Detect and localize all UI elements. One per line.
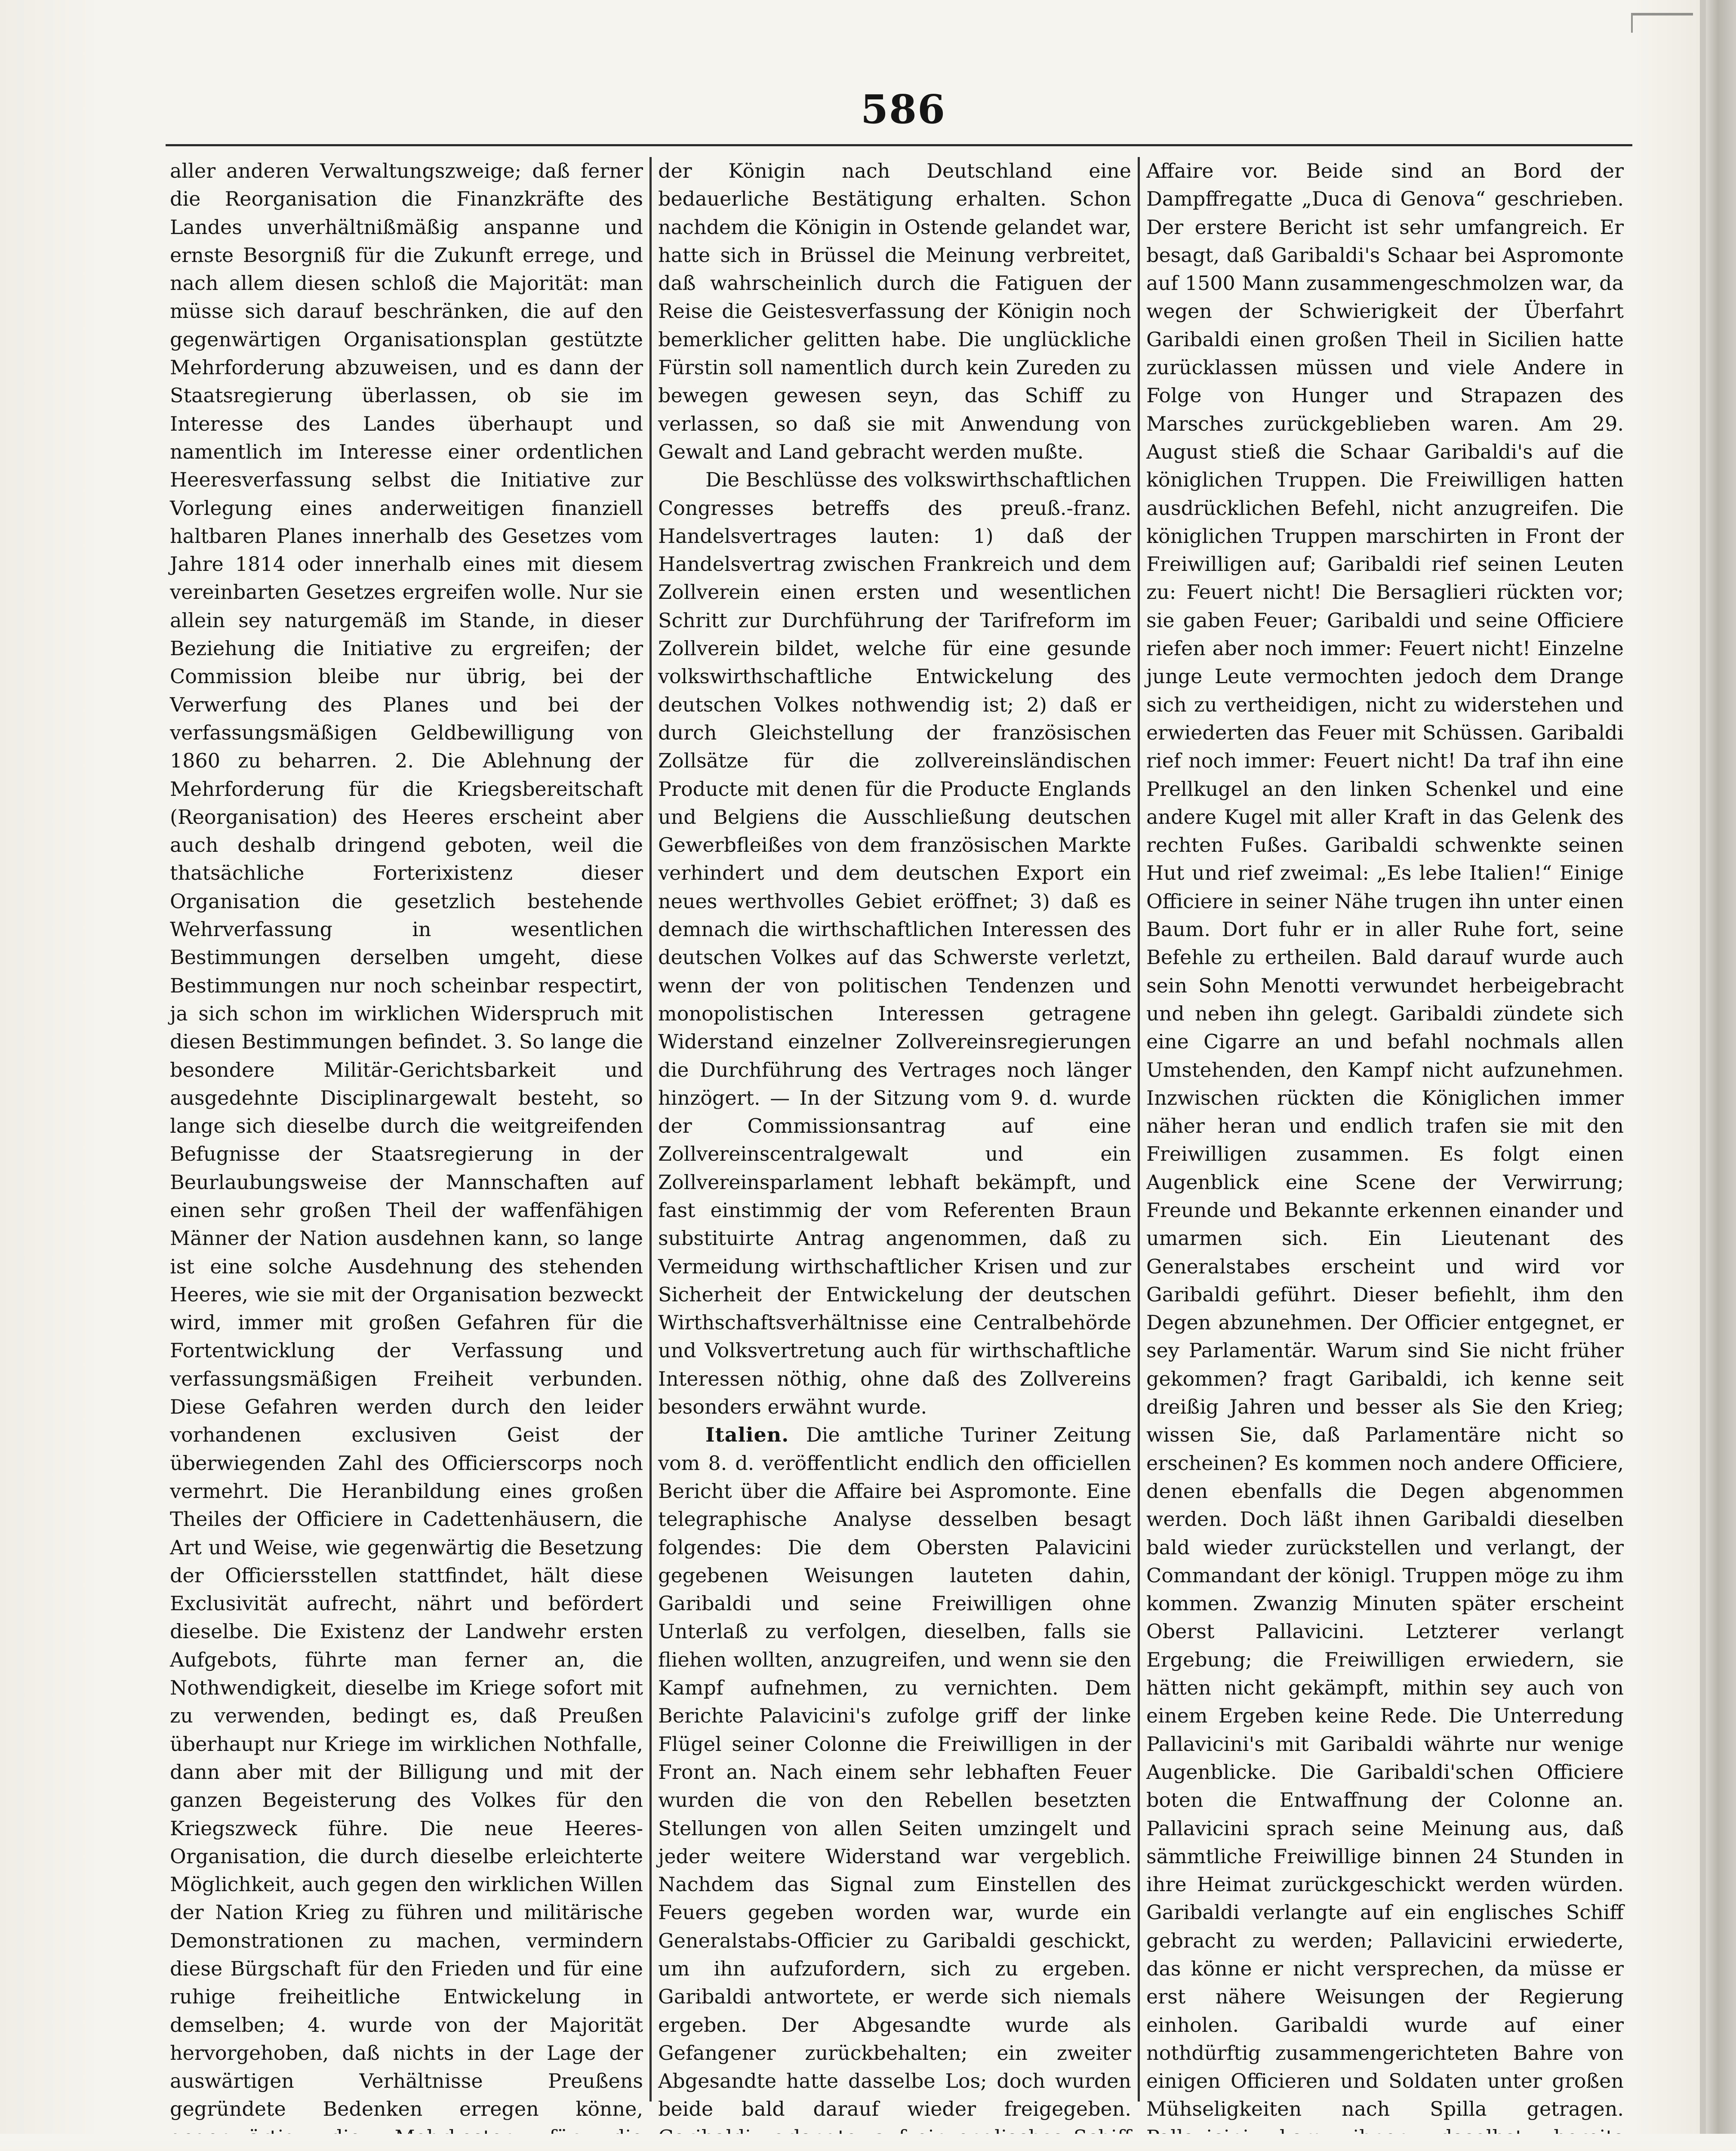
text-column-1 <box>170 157 643 2121</box>
column-divider <box>1138 157 1140 2102</box>
bottom-margin <box>0 2134 1736 2151</box>
header-rule <box>166 144 1632 146</box>
paragraph: Die Beschlüsse des volkswirthschaftlichen Congresses betreffs des preuß.-franz. Handelsvertrages lauten: 1) daß der Handelsvertrag zwischen Frankreich und dem Zollverein einen ersten und wesentlichen Schritt zur Durchführung der Tarifreform im Zollverein bildet, welche für eine gesunde volkswirthschaftliche Entwickelung des deutschen Volkes nothwendig ist; 2) daß er durch Gleichstellung der französischen Zollsätze für die zollvereinsländischen Producte mit denen für die Producte Englands und Belgiens die Ausschließung deutschen Gewerbfleißes von dem französischen Markte verhindert und dem deutschen Export ein neues werthvolles Gebiet eröffnet; 3) daß es demnach die wirthschaftlichen Interessen des deutschen Volkes auf das Schwerste verletzt, wenn der von politischen Tendenzen und monopolistischen Interessen getragene Widerstand einzelner Zollvereinsregierungen die Durchführung des Vertrages noch länger hinzögert. — In der Sitzung vom 9. d. wurde der Commissionsantrag auf eine Zollvereinscentralgewalt und ein Zollvereinsparlament lebhaft bekämpft, und fast einstimmig der vom Referenten Braun substituirte Antrag angenommen, daß zu Vermeidung wirthschaftlicher Krisen und zur Sicherheit der Entwickelung der deutschen Wirthschaftsverhältnisse eine Centralbehörde und Volksvertretung auch für wirthschaftliche Interessen nöthig, ohne daß des Zollvereins besonders erwähnt wurde. <box>658 468 1131 1419</box>
paragraph: Affaire vor. Beide sind an Bord der Dampffregatte „Duca di Genova“ geschrieben. Der erstere Bericht ist sehr umfangreich. Er besagt, daß Garibaldi's Schaar bei Aspromonte auf 1500 Mann zusammengeschmolzen war, da wegen der Schwierigkeit der Überfahrt Garibaldi einen großen Theil in Sicilien hatte zurücklassen müssen und viele Andere in Folge von Hunger und Strapazen des Marsches zurückgeblieben waren. Am 29. August stieß die Schaar Garibaldi's auf die königlichen Truppen. Die Freiwilligen hatten ausdrücklichen Befehl, nicht anzugreifen. Die königlichen Truppen marschirten in Front der Freiwilligen auf; Garibaldi rief seinen Leuten zu: Feuert nicht! Die Bersaglieri rückten vor; sie gaben Feuer; Garibaldi und seine Officiere riefen aber noch immer: Feuert nicht! Einzelne junge Leute vermochten jedoch dem Drange sich zu vertheidigen, nicht zu widerstehen und erwiederten das Feuer mit Schüssen. Garibaldi rief noch immer: Feuert nicht! Da traf ihn eine Prellkugel an den linken Schenkel und eine andere Kugel mit aller Kraft in das Gelenk des rechten Fußes. Garibaldi schwenkte seinen Hut und rief zweimal: „Es lebe Italien!“ Einige Officiere in seiner Nähe trugen ihn unter einen Baum. Dort fuhr er in aller Ruhe fort, seine Befehle zu ertheilen. Bald darauf wurde auch sein Sohn Menotti verwundet herbeigebracht und neben ihn gelegt. Garibaldi zündete sich eine Cigarre an und befahl nochmals allen Umstehenden, den Kampf nicht aufzunehmen. Inzwischen rückten die Königlichen immer näher heran und endlich trafen sie mit den Freiwilligen zusammen. Es folgt einen Augenblick eine Scene der Verwirrung; Freunde und Bekannte erkennen einander und umarmen sich. Ein Lieutenant des Generalstabes erscheint und wird vor Garibaldi geführt. Dieser befiehlt, ihm den Degen abzunehmen. Der Officier entgegnet, er sey Parlamentär. Warum sind Sie nicht früher gekommen? fragt Garibaldi, ich kenne seit dreißig Jahren und besser als Sie den Krieg; wissen Sie, daß Parlamentäre nicht so erscheinen? Es kommen noch andere Officiere, denen ebenfalls die Degen abgenommen werden. Doch läßt ihnen Garibaldi dieselben bald wieder zurückstellen und verlangt, der Commandant der königl. Truppen möge zu ihm kommen. Zwanzig Minuten später erscheint Oberst Pallavicini. Letzterer verlangt Ergebung; die Freiwilligen erwiedern, sie hätten nicht gekämpft, mithin sey auch von einem Ergeben keine Rede. Die Unterredung Pallavicini's mit Garibaldi währte nur wenige Augenblicke. Die Garibaldi'schen Officiere boten die Entwaffnung der Colonne an. Pallavicini sprach seine Meinung aus, daß sämmtliche Freiwillige binnen 24 Stunden in ihre Heimat zurückgeschickt werden würden. Garibaldi verlangte auf ein englisches Schiff gebracht zu werden; Pallavicini erwiederte, das könne er nicht versprechen, da müsse er erst nähere Weisungen der Regierung einholen. Garibaldi wurde auf einer nothdürftig zusammengerichteten Bahre von einigen Officieren und Soldaten unter großen Mühseligkeiten nach Spilla getragen. <box>1146 159 1624 2121</box>
paragraph: der Königin nach Deutschland eine bedauerliche Bestätigung erhalten. Schon nachdem die Königin in Ostende gelandet war, hatte sich in Brüssel die Meinung verbreitet, daß wahrscheinlich durch die Fatiguen der Reise die Geistesverfassung der Königin noch bemerklicher gelitten habe. Die unglückliche Fürstin soll namentlich durch kein Zureden zu bewegen gewesen seyn, das Schiff zu verlassen, so daß sie mit Anwendung von Gewalt and Land gebracht werden mußte. <box>658 159 1131 463</box>
text-column-3 <box>1146 157 1624 2121</box>
paragraph <box>658 1421 1131 2151</box>
text-column-2 <box>658 157 1131 2121</box>
binding-edge <box>1706 0 1736 2151</box>
page-fold-shadow <box>1700 0 1706 2151</box>
paragraph: aller anderen Verwaltungszweige; daß ferner die Reorganisation die Finanzkräfte des Landes unverhältnißmäßig anspanne und ernste Besorgniß für die Zukunft errege, und nach allem diesen schloß die Majorität: man müsse sich darauf beschränken, die auf den gegenwärtigen Organisationsplan gestützte Mehrforderung abzuweisen, und es dann der Staatsregierung überlassen, ob sie im Interesse des Landes überhaupt und namentlich im Interesse einer ordentlichen Heeresverfassung selbst die Initiative zur Vorlegung eines anderweitigen finanziell haltbaren Planes innerhalb des Gesetzes vom Jahre 1814 oder innerhalb eines mit diesem vereinbarten Gesetzes ergreifen wolle. Nur sie allein sey naturgemäß im Stande, in dieser Beziehung die Initiative zu ergreifen; der Commission bleibe nur übrig, bei der Verwerfung des Planes und bei der verfassungsmäßigen Geldbewilligung von 1860 zu beharren. 2. Die Ablehnung der Mehrforderung für die Kriegsbereitschaft (Reorganisation) des Heeres erscheint aber auch deshalb dringend geboten, weil die thatsächliche Forterixistenz dieser Organisation die gesetzlich bestehende Wehrverfassung in wesentlichen Bestimmungen derselben umgeht, diese Bestimmungen nur noch scheinbar respectirt, ja sich schon im wirklichen Widerspruch mit diesen Bestimmungen befindet. 3. So lange die besondere Militär-Gerichtsbarkeit und ausgedehnte Disciplinargewalt besteht, so lange sich dieselbe durch die weitgreifenden Befugnisse der Staatsregierung in der Beurlaubungsweise der Mannschaften auf einen sehr großen Theil der waffenfähigen Männer der Nation ausdehnen kann, so lange ist eine solche Ausdehnung des stehenden Heeres, wie sie mit der Organisation bezweckt wird, immer mit großen Gefahren für die Fortentwicklung der Verfassung und verfassungsmäßigen Freiheit verbunden. Diese Gefahren werden durch den leider vorhandenen exclusiven Geist der überwiegenden Zahl des Officierscorps noch vermehrt. Die Heranbildung eines großen Theiles der Officiere in Cadettenhäusern, die Art und Weise, wie gegenwärtig die Besetzung der Officiersstellen stattfindet, hält diese Exclusivität aufrecht, nährt und befördert dieselbe. Die Existenz der Landwehr ersten Aufgebots, führte man ferner an, die Nothwendigkeit, dieselbe im Kriege sofort mit zu verwenden, bedingt es, daß Preußen überhaupt nur Kriege im wirklichen Nothfalle, dann aber mit der Billigung und mit der ganzen Begeisterung des Volkes für den Kriegszweck führe. Die neue Heeres-Organisation, die durch dieselbe erleichterte Möglichkeit, auch gegen den wirklichen Willen der Nation Krieg zu führen und militärische Demonstrationen zu machen, vermindern diese Bürgschaft für den Frieden und für eine ruhige freiheitliche Entwickelung in demselben; 4. wurde von der Majorität hervorgehoben, daß nichts in der Lage der auswärtigen Verhältnisse Preußens gegründete Bedenken erregen könne, <box>170 159 643 2121</box>
paragraph-body: Die amtliche Turiner Zeitung vom 8. d. veröffentlicht endlich den officiellen Bericht über die Affaire bei Aspromonte. Eine telegraphische Analyse desselben besagt folgendes: Die dem Obersten Palavicini gegebenen Weisungen lauteten dahin, Garibaldi und seine Freiwilligen ohne Unterlaß zu verfolgen, dieselben, falls sie fliehen wollten, anzugreifen, und wenn sie den Kampf aufnehmen, zu vernichten. Dem Berichte Palavicini's zufolge griff der linke Flügel seiner Colonne die Freiwilligen in der Front an. Nach einem sehr lebhaften Feuer wurden die von den Rebellen besetzten Stellungen von allen Seiten umzingelt und jeder weitere Widerstand war vergeblich. Nachdem das Signal zum Einstellen des Feuers gegeben worden war, wurde ein Generalstabs-Officier zu Garibaldi geschickt, um ihn aufzufordern, sich zu ergeben. Garibaldi antwortete, er werde sich niemals ergeben. Der Abgesandte wurde als Gefangener zurückbehalten; ein zweiter Abgesandte hatte dasselbe Los; doch wurden beide bald darauf wieder freigegeben. <box>658 1423 1131 2121</box>
section-lead: Italien. <box>705 1423 789 1447</box>
corner-mark <box>1631 13 1693 33</box>
column-divider <box>649 157 652 2102</box>
page-number: 586 <box>860 86 946 133</box>
